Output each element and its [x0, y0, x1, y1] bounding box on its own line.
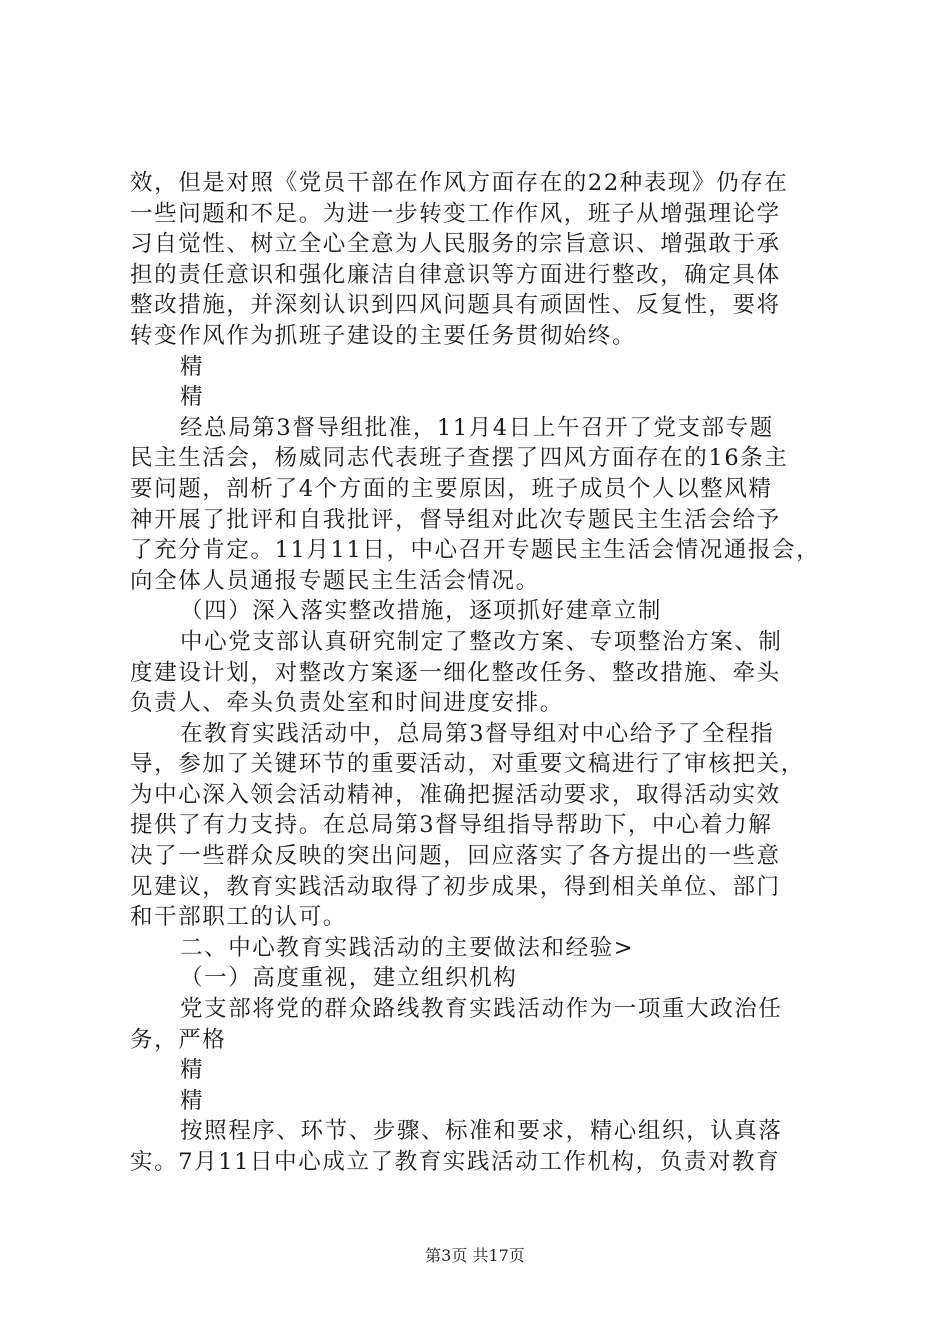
text-line: 党支部将党的群众路线教育实践活动作为一项重大政治任 — [180, 996, 783, 1023]
text-line: 整改措施，并深刻认识到四风问题具有顽固性、反复性，要将 — [130, 292, 781, 319]
text-line: 了充分肯定。11月11日，中心召开专题民主生活会情况通报会， — [130, 537, 821, 564]
text-line: 向全体人员通报专题民主生活会情况。 — [130, 567, 540, 594]
text-line: 二、中心教育实践活动的主要做法和经验> — [180, 934, 635, 961]
text-line: 精 — [180, 1057, 205, 1084]
text-line: 提供了有力支持。在总局第3督导组指导帮助下，中心着力解 — [130, 812, 773, 839]
text-line: 民主生活会，杨威同志代表班子查摆了四风方面存在的16条主 — [130, 445, 789, 472]
text-line: 神开展了批评和自我批评，督导组对此次专题民主生活会给予 — [130, 506, 781, 533]
text-line: 担的责任意识和强化廉洁自律意识等方面进行整改，确定具体 — [130, 261, 781, 288]
text-line: 在教育实践活动中，总局第3督导组对中心给予了全程指 — [180, 720, 775, 747]
text-line: 导，参加了关键环节的重要活动，对重要文稿进行了审核把关， — [130, 751, 805, 778]
text-line: （一）高度重视，建立组织机构 — [180, 965, 518, 992]
text-line: 决了一些群众反映的突出问题，回应落实了各方提出的一些意 — [130, 843, 781, 870]
text-line: 精 — [180, 353, 205, 380]
text-line: 效，但是对照《党员干部在作风方面存在的22种表现》仍存在 — [130, 170, 789, 196]
text-line: 为中心深入领会活动精神，准确把握活动要求，取得活动实效 — [130, 781, 781, 808]
text-line: 务，严格 — [130, 1026, 227, 1053]
text-line: 经总局第3督导组批准，11月4日上午召开了党支部专题 — [180, 414, 774, 441]
text-line: 按照程序、环节、步骤、标准和要求，精心组织，认真落 — [180, 1118, 783, 1145]
text-line: 转变作风作为抓班子建设的主要任务贯彻始终。 — [130, 322, 637, 349]
page-footer: 第3页 共17页 — [425, 1246, 525, 1265]
text-line: 见建议，教育实践活动取得了初步成果，得到相关单位、部门 — [130, 873, 781, 900]
text-line: 习自觉性、树立全心全意为人民服务的宗旨意识、增强敢于承 — [130, 231, 781, 258]
text-line: 负责人、牵头负责处室和时间进度安排。 — [130, 690, 564, 717]
text-line: 精 — [180, 1087, 205, 1114]
text-line: 中心党支部认真研究制定了整改方案、专项整治方案、制 — [180, 628, 783, 655]
document-body — [130, 168, 835, 1178]
text-line: （四）深入落实整改措施，逐项抓好建章立制 — [180, 598, 663, 625]
text-line: 实。7月11日中心成立了教育实践活动工作机构，负责对教育 — [130, 1149, 781, 1175]
text-line: 度建设计划，对整改方案逐一细化整改任务、整改措施、牵头 — [130, 659, 781, 686]
text-line: 一些问题和不足。为进一步转变工作作风，班子从增强理论学 — [130, 200, 781, 227]
text-line: 要问题，剖析了4个方面的主要原因，班子成员个人以整风精 — [130, 475, 773, 502]
text-line: 和干部职工的认可。 — [130, 904, 347, 931]
text-line: 精 — [180, 384, 205, 411]
